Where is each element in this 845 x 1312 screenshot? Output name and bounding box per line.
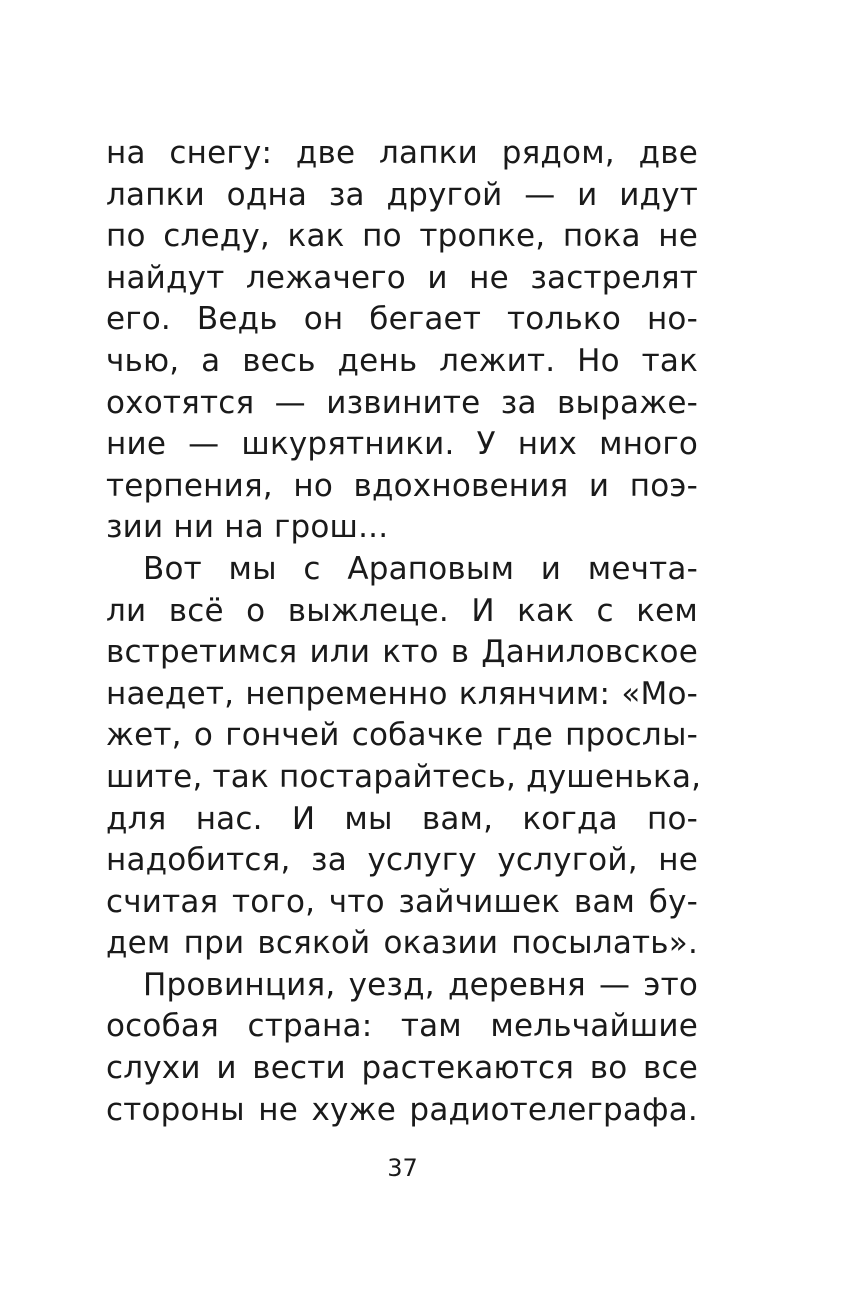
text-line: его. Ведь он бегает только но- xyxy=(106,301,698,338)
body-text xyxy=(106,133,702,1131)
text-line: ли всё о выжлеце. И как с кем xyxy=(106,592,698,629)
text-line: чью, а весь день лежит. Но так xyxy=(106,342,698,379)
text-line: охотятся — извините за выраже- xyxy=(106,384,698,421)
text-line: Вот мы с Араповым и мечта- xyxy=(143,550,698,587)
text-line: на снегу: две лапки рядом, две xyxy=(106,135,698,171)
text-line: встретимся или кто в Даниловское xyxy=(106,634,698,671)
page-number: 37 xyxy=(387,1154,418,1182)
text-line: для нас. И мы вам, когда по- xyxy=(106,800,698,837)
text-line: считая того, что зайчишек вам бу- xyxy=(106,883,698,920)
text-line: особая страна: там мельчайшие xyxy=(106,1008,698,1045)
text-line: терпения, но вдохновения и поэ- xyxy=(106,467,698,504)
text-line: ние — шкурятники. У них много xyxy=(106,426,698,463)
text-line: зии ни на грош... xyxy=(106,509,389,546)
text-line: найдут лежачего и не застрелят xyxy=(106,259,698,296)
text-line: дем при всякой оказии посылать». xyxy=(106,925,698,962)
text-line: Провинция, уезд, деревня — это xyxy=(143,966,698,1003)
text-line: стороны не хуже радиотелеграфа. xyxy=(106,1091,698,1128)
text-line: слухи и вести растекаются во все xyxy=(106,1050,698,1087)
text-line: шите, так постарайтесь, душенька, xyxy=(106,758,702,795)
text-line: надобится, за услугу услугой, не xyxy=(106,842,698,879)
text-line: жет, о гончей собачке где прослы- xyxy=(106,717,698,754)
text-line: по следу, как по тропке, пока не xyxy=(106,218,698,255)
text-line: лапки одна за другой — и идут xyxy=(106,176,698,213)
text-line: наедет, непременно клянчим: «Мо- xyxy=(106,675,698,712)
